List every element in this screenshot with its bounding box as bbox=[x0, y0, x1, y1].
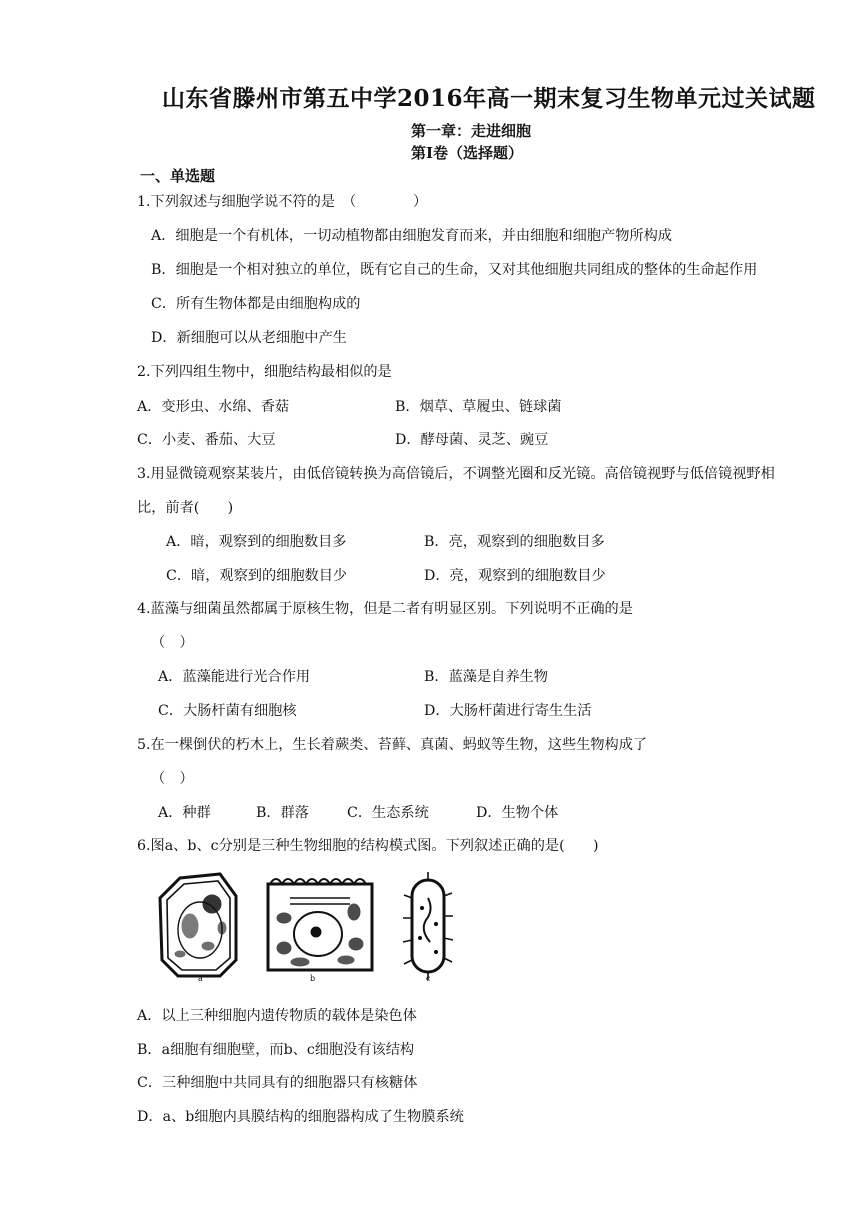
chapter-heading: 第一章：走进细胞 bbox=[411, 122, 532, 140]
bacterium-diagram-c bbox=[403, 872, 453, 980]
question-4-answer-paren: （ ） bbox=[151, 635, 194, 651]
cell-diagrams-svg bbox=[150, 868, 470, 990]
question-3-option-d: D．亮，观察到的细胞数目少 bbox=[424, 568, 606, 584]
question-5-answer-paren: （ ） bbox=[151, 771, 194, 787]
question-4-option-a: A．蓝藻能进行光合作用 bbox=[158, 669, 311, 685]
question-3-option-c: C．暗，观察到的细胞数目少 bbox=[166, 568, 348, 584]
question-3-stem-line2: 比，前者( ) bbox=[137, 500, 234, 516]
question-3-option-a: A．暗，观察到的细胞数目多 bbox=[166, 534, 347, 550]
question-6-option-d: D．a、b细胞内具膜结构的细胞器构成了生物膜系统 bbox=[137, 1109, 464, 1125]
question-1-option-d: D．新细胞可以从老细胞中产生 bbox=[151, 330, 347, 346]
question-6-option-a: A．以上三种细胞内遗传物质的载体是染色体 bbox=[137, 1008, 417, 1024]
question-2-stem: 2.下列四组生物中，细胞结构最相似的是 bbox=[137, 364, 392, 380]
question-1-option-b: B．细胞是一个相对独立的单位，既有它自己的生命，又对其他细胞共同组成的整体的生命起作用 bbox=[151, 262, 758, 278]
figure-label-b: b bbox=[310, 974, 316, 983]
volume-heading: 第Ⅰ卷（选择题） bbox=[411, 144, 524, 162]
question-1-option-c: C．所有生物体都是由细胞构成的 bbox=[151, 296, 361, 312]
cell-structure-figure bbox=[150, 868, 470, 990]
question-3-stem-line1: 3.用显微镜观察某装片，由低倍镜转换为高倍镜后，不调整光圈和反光镜。高倍镜视野与低倍镜视野相 bbox=[137, 466, 775, 482]
question-2-option-d: D．酵母菌、灵芝、豌豆 bbox=[395, 432, 549, 448]
question-5-option-a: A．种群 bbox=[158, 805, 211, 821]
question-3-option-b: B．亮，观察到的细胞数目多 bbox=[424, 534, 605, 550]
figure-label-a: a bbox=[198, 974, 203, 983]
page-title: 山东省滕州市第五中学2016年高一期末复习生物单元过关试题 bbox=[162, 85, 816, 112]
question-6-option-b: B．a细胞有细胞壁，而b、c细胞没有该结构 bbox=[137, 1042, 415, 1058]
question-2-option-a: A．变形虫、水绵、香菇 bbox=[137, 399, 290, 415]
question-4-option-c: C．大肠杆菌有细胞核 bbox=[158, 703, 297, 719]
question-5-option-b: B．群落 bbox=[256, 805, 309, 821]
question-2-option-c: C．小麦、番茄、大豆 bbox=[137, 432, 276, 448]
question-1-stem: 1.下列叙述与细胞学说不符的是 （ ） bbox=[137, 194, 428, 210]
question-1-option-a: A．细胞是一个有机体，一切动植物都由细胞发育而来，并由细胞和细胞产物所构成 bbox=[151, 228, 672, 244]
question-2-option-b: B．烟草、草履虫、链球菌 bbox=[395, 399, 562, 415]
question-4-option-d: D．大肠杆菌进行寄生生活 bbox=[424, 703, 592, 719]
question-6-stem: 6.图a、b、c分别是三种生物细胞的结构模式图。下列叙述正确的是( ) bbox=[137, 838, 599, 854]
section-heading: 一、单选题 bbox=[140, 167, 216, 185]
question-5-option-d: D．生物个体 bbox=[476, 805, 559, 821]
question-4-stem: 4.蓝藻与细菌虽然都属于原核生物，但是二者有明显区别。下列说明不正确的是 bbox=[137, 601, 633, 617]
animal-cell-diagram-b bbox=[268, 879, 372, 970]
plant-cell-diagram-a bbox=[160, 874, 236, 976]
question-5-option-c: C．生态系统 bbox=[347, 805, 429, 821]
question-5-stem: 5.在一棵倒伏的朽木上，生长着蕨类、苔藓、真菌、蚂蚁等生物，这些生物构成了 bbox=[137, 737, 648, 753]
figure-label-c: c bbox=[426, 974, 431, 983]
question-4-option-b: B．蓝藻是自养生物 bbox=[424, 669, 548, 685]
question-6-option-c: C．三种细胞中共同具有的细胞器只有核糖体 bbox=[137, 1075, 418, 1091]
